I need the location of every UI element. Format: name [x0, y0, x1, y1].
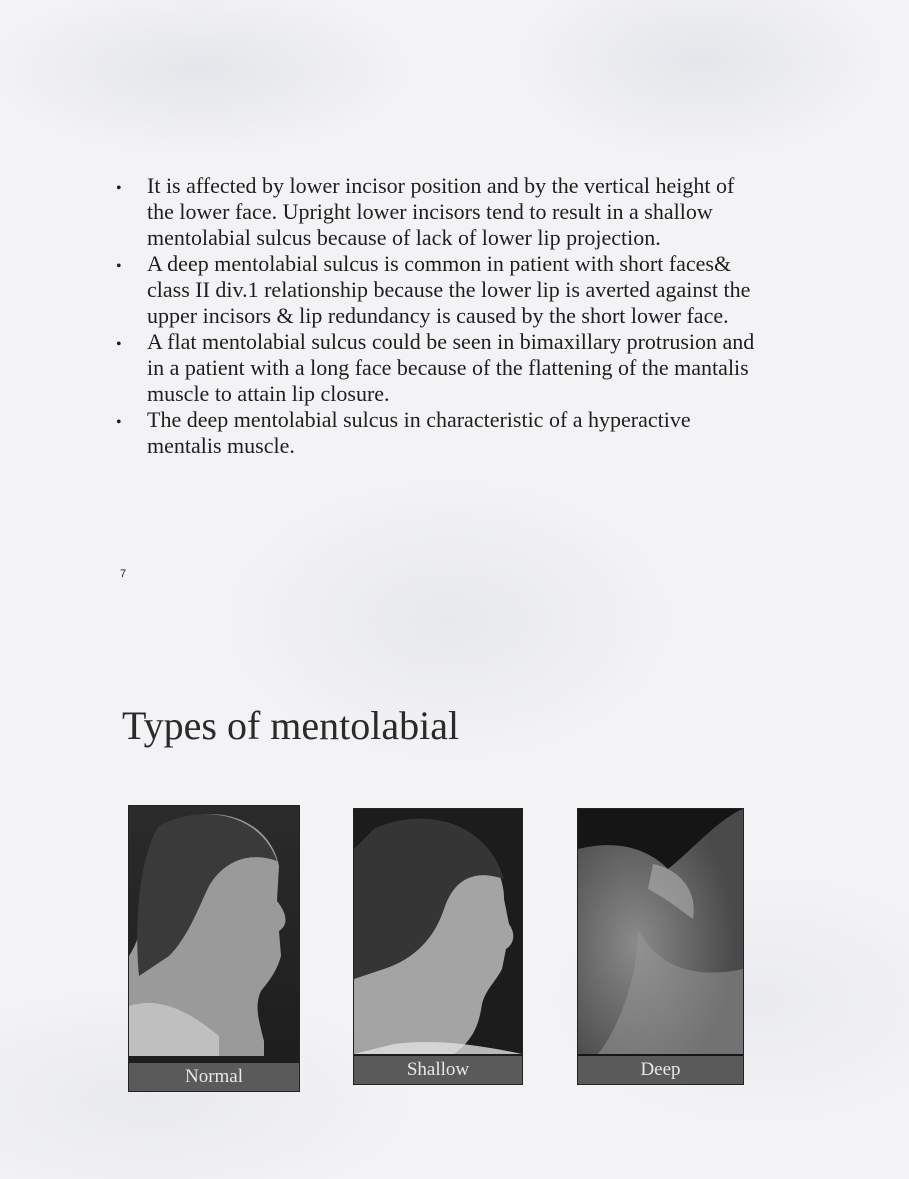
profile-photo-shallow-icon: [354, 809, 522, 1084]
photo-deep: [577, 808, 744, 1085]
page-number: 7: [120, 568, 127, 580]
bullet-text: A flat mentolabial sulcus could be seen in bimaxillary protrusion and in a patient with a long face because of the flattening of the mantalis muscle to attain lip closure.: [147, 329, 755, 406]
bullet-list: [116, 173, 756, 459]
photo-caption: Normal: [129, 1063, 299, 1091]
bullet-text: The deep mentolabial sulcus in characteristic of a hyperactive mentalis muscle.: [147, 407, 691, 458]
section-title: Types of mentolabial: [122, 703, 460, 748]
profile-photo-deep-icon: [578, 809, 743, 1084]
bullet-marker: •: [116, 180, 122, 197]
photo-caption: Shallow: [354, 1056, 522, 1084]
bullet-item: [116, 329, 756, 407]
bullet-item: [116, 173, 756, 251]
bullet-marker: •: [116, 336, 122, 353]
photo-shallow: [353, 808, 523, 1085]
bullet-text: A deep mentolabial sulcus is common in patient with short faces& class II div.1 relationship because the lower lip is averted against the upper incisors & lip redundancy is caused by the short lower face.: [147, 251, 751, 328]
bullet-marker: •: [116, 414, 122, 431]
photo-normal: [128, 805, 300, 1092]
photo-caption: Deep: [578, 1056, 743, 1084]
bullet-text: It is affected by lower incisor position and by the vertical height of the lower face. Upright lower incisors tend to result in a shallow mentolabial sulcus because of lack of lower lip projection.: [147, 173, 735, 250]
profile-photo-normal-icon: [129, 806, 299, 1091]
bullet-item: [116, 251, 756, 329]
bullet-item: [116, 407, 756, 459]
bullet-marker: •: [116, 258, 122, 275]
